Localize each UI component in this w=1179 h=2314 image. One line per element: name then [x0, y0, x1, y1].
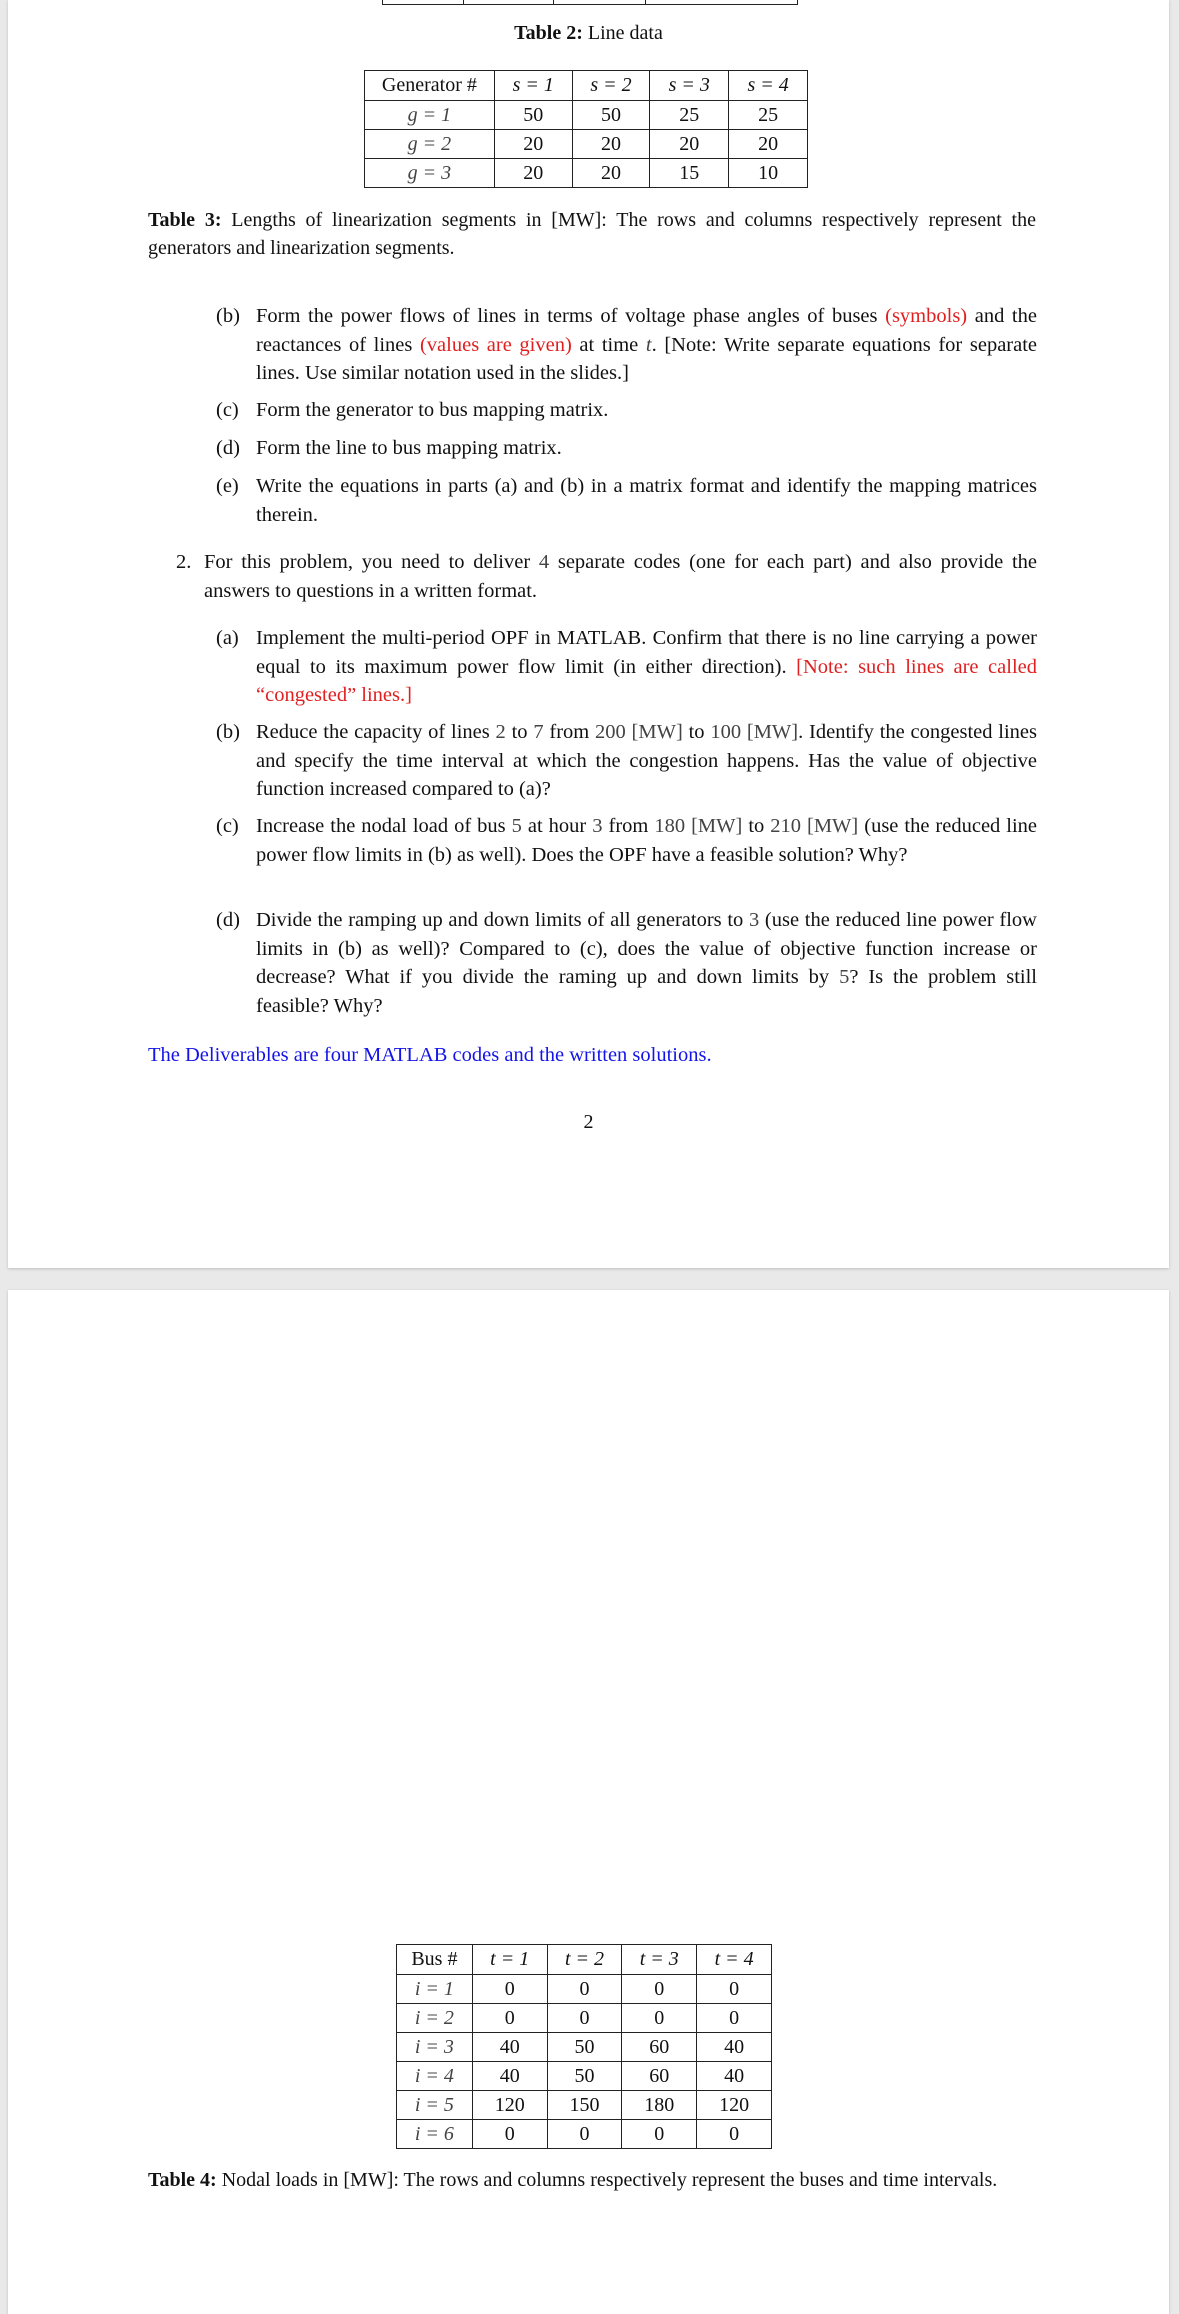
- problem-2-code-count: 4: [538, 551, 550, 573]
- table4-cell: 60: [622, 2062, 697, 2091]
- table4-row-label: i = 5: [397, 2091, 473, 2120]
- table4-header-cell: Bus #: [397, 1945, 473, 1975]
- table3-cell: 20: [572, 159, 650, 188]
- table4-cell: 0: [697, 2120, 772, 2149]
- table-2-caption-text: Line data: [582, 22, 663, 44]
- table3-cell: 10: [729, 159, 808, 188]
- problem-1c-label: (c): [216, 399, 239, 421]
- table4-cell: 0: [622, 2120, 697, 2149]
- table4-cell: 0: [622, 2004, 697, 2033]
- table3-row: [365, 101, 808, 130]
- table4-cell: 0: [472, 1975, 547, 2004]
- problem-2b-line-from: 2: [495, 721, 506, 743]
- table-2-caption: [8, 22, 1169, 45]
- table-4-caption-label: Table 4:: [148, 2169, 217, 2191]
- table3-header-cell: s = 1: [494, 71, 572, 101]
- table4-cell: 40: [697, 2033, 772, 2062]
- table4-row-label: i = 2: [397, 2004, 473, 2033]
- problem-2c-hour: 3: [592, 815, 603, 837]
- problem-2c: [216, 812, 1038, 869]
- problem-2c-new-load: 210 [MW]: [770, 815, 859, 837]
- table3-cell: 20: [650, 130, 729, 159]
- table4-header-cell: t = 1: [472, 1945, 547, 1975]
- table-4-caption: [148, 2166, 1036, 2194]
- problem-2-text-1: For this problem, you need to deliver: [204, 551, 539, 573]
- table3-cell: 50: [572, 101, 650, 130]
- problem-2-intro: [176, 548, 1037, 605]
- table4-cell: 60: [622, 2033, 697, 2062]
- table3-row: [365, 130, 808, 159]
- table4-cell: 0: [697, 2004, 772, 2033]
- problem-1b-values-note: (values are given): [419, 333, 572, 356]
- problem-1c-text: Form the generator to bus mapping matrix.: [256, 399, 609, 421]
- table3-row-label: g = 3: [365, 159, 495, 188]
- problem-2d-label: (d): [216, 909, 240, 931]
- table4-cell: 0: [622, 1975, 697, 2004]
- document-page-1: [8, 0, 1169, 1268]
- table4-row: [397, 2062, 772, 2091]
- table-4-nodal-loads: [396, 1944, 772, 2149]
- deliverables-note: The Deliverables are four MATLAB codes and the written solutions.: [148, 1044, 712, 1066]
- problem-2b: [216, 718, 1038, 804]
- table4-row-label: i = 4: [397, 2062, 473, 2091]
- problem-1d-label: (d): [216, 437, 240, 459]
- table4-cell: 150: [547, 2091, 622, 2120]
- problem-2c-text-4: to: [742, 815, 771, 837]
- problem-2a-label: (a): [216, 627, 239, 649]
- problem-2a: [216, 624, 1037, 710]
- problem-1e-label: (e): [216, 475, 239, 497]
- problem-2c-text-2: at hour: [521, 815, 593, 837]
- document-page-2: [8, 1290, 1169, 2314]
- problem-2b-new-capacity: 100 [MW]: [710, 721, 799, 743]
- problem-1b-text-2: and the reactances of lines: [256, 305, 1037, 356]
- page-number: 2: [583, 1111, 594, 1133]
- table4-row: [397, 1975, 772, 2004]
- table3-cell: 50: [494, 101, 572, 130]
- problem-2a-congested-note: [Note: such lines are called “congested” lines.]: [256, 655, 1037, 706]
- problem-1b-text-3: at time: [571, 333, 646, 356]
- problem-2-text-2: separate codes (one for each part) and also provide the answers to questions in a written format.: [204, 551, 1037, 602]
- table-2-caption-label: Table 2:: [514, 22, 583, 44]
- table-2-bottom-edge: [382, 0, 798, 5]
- table4-row-label: i = 3: [397, 2033, 473, 2062]
- table3-header-cell: Generator #: [365, 71, 495, 101]
- table4-cell: 120: [697, 2091, 772, 2120]
- table3-row-label: g = 2: [365, 130, 495, 159]
- table3-cell: 20: [729, 130, 808, 159]
- table3-header-cell: s = 2: [572, 71, 650, 101]
- problem-2c-text-1: Increase the nodal load of bus: [256, 815, 512, 837]
- problem-1b: [216, 302, 1038, 388]
- table4-row: [397, 2120, 772, 2149]
- table4-cell: 0: [472, 2120, 547, 2149]
- table4-row-label: i = 6: [397, 2120, 473, 2149]
- table4-header-cell: t = 4: [697, 1945, 772, 1975]
- problem-2d-text-3: ? Is the problem still feasible? Why?: [256, 966, 1037, 1017]
- problem-2d-divisor-2: 5: [839, 966, 850, 988]
- table4-cell: 0: [697, 1975, 772, 2004]
- problem-2b-text-1: Reduce the capacity of lines: [256, 721, 496, 743]
- table4-cell: 40: [472, 2033, 547, 2062]
- table4-cell: 50: [547, 2062, 622, 2091]
- table-4-caption-text: Nodal loads in [MW]: The rows and columns respectively represent the buses and time intervals.: [216, 2169, 998, 2191]
- table3-cell: 25: [650, 101, 729, 130]
- table3-row-label: g = 1: [365, 101, 495, 130]
- problem-1d: [216, 434, 1037, 463]
- table4-header-cell: t = 3: [622, 1945, 697, 1975]
- problem-2-number: 2.: [176, 551, 192, 573]
- table4-cell: 50: [547, 2033, 622, 2062]
- table4-row: [397, 2004, 772, 2033]
- problem-2b-text-4: to: [682, 721, 711, 743]
- table4-cell: 0: [547, 2120, 622, 2149]
- problem-1d-text: Form the line to bus mapping matrix.: [256, 437, 562, 459]
- problem-2b-text-3: from: [543, 721, 596, 743]
- problem-2b-old-capacity: 200 [MW]: [595, 721, 683, 743]
- table4-cell: 120: [472, 2091, 547, 2120]
- table4-cell: 40: [697, 2062, 772, 2091]
- problem-2d-text-2: (use the reduced line power flow limits in (b) as well)? Compared to (c), does the value of objective function increase or decrease? What if you divide the raming up and down limits by: [256, 909, 1037, 988]
- table-3-caption-text: Lengths of linearization segments in [MW]: The rows and columns respectively represent the generators and linearization segments.: [148, 209, 1036, 259]
- table4-cell: 0: [472, 2004, 547, 2033]
- table-3-caption: [148, 206, 1036, 262]
- problem-2c-bus: 5: [511, 815, 522, 837]
- table-3-generator-segments: [364, 70, 808, 188]
- problem-1b-time-variable: t: [645, 333, 652, 356]
- table3-cell: 15: [650, 159, 729, 188]
- table3-cell: 20: [494, 130, 572, 159]
- problem-1b-text-4: . [Note: Write separate equations for separate lines. Use similar notation used in the slides.]: [256, 333, 1038, 384]
- table4-cell: 0: [547, 1975, 622, 2004]
- table4-row: [397, 2091, 772, 2120]
- problem-1b-label: (b): [216, 305, 240, 327]
- table4-cell: 180: [622, 2091, 697, 2120]
- table4-cell: 0: [547, 2004, 622, 2033]
- table4-row-label: i = 1: [397, 1975, 473, 2004]
- table4-header-cell: t = 2: [547, 1945, 622, 1975]
- problem-2a-text: Implement the multi-period OPF in MATLAB. Confirm that there is no line carrying a power equal to its maximum power flow limit (in either direction).: [256, 627, 1037, 678]
- table3-cell: 20: [572, 130, 650, 159]
- problem-1c: [216, 396, 1037, 425]
- problem-2c-text-3: from: [602, 815, 655, 837]
- problem-2b-text-2: to: [505, 721, 534, 743]
- table-3-caption-label: Table 3:: [148, 209, 222, 231]
- problem-2d-text-1: Divide the ramping up and down limits of all generators to: [256, 909, 749, 931]
- table4-row: [397, 2033, 772, 2062]
- problem-2b-line-to: 7: [533, 721, 544, 743]
- problem-2d: [216, 906, 1037, 1020]
- table3-header-cell: s = 3: [650, 71, 729, 101]
- problem-2b-label: (b): [216, 721, 240, 743]
- problem-1b-text-1: Form the power flows of lines in terms of voltage phase angles of buses: [256, 305, 886, 327]
- problem-2c-text-5: (use the reduced line power flow limits in (b) as well). Does the OPF have a feasible solution? Why?: [256, 815, 1038, 866]
- problem-1e-text: Write the equations in parts (a) and (b) in a matrix format and identify the mapping matrices therein.: [256, 475, 1037, 526]
- problem-1e: [216, 472, 1037, 529]
- table4-cell: 40: [472, 2062, 547, 2091]
- table3-cell: 25: [729, 101, 808, 130]
- table3-header-cell: s = 4: [729, 71, 808, 101]
- problem-2d-divisor-1: 3: [748, 909, 760, 931]
- problem-2b-text-5: . Identify the congested lines and specify the time interval at which the congestion happens. Has the value of objective function increased compared to (a)?: [256, 721, 1038, 800]
- problem-2c-label: (c): [216, 815, 239, 837]
- table3-row: [365, 159, 808, 188]
- problem-1b-symbols-note: (symbols): [885, 305, 968, 327]
- problem-2c-old-load: 180 [MW]: [654, 815, 743, 837]
- table3-cell: 20: [494, 159, 572, 188]
